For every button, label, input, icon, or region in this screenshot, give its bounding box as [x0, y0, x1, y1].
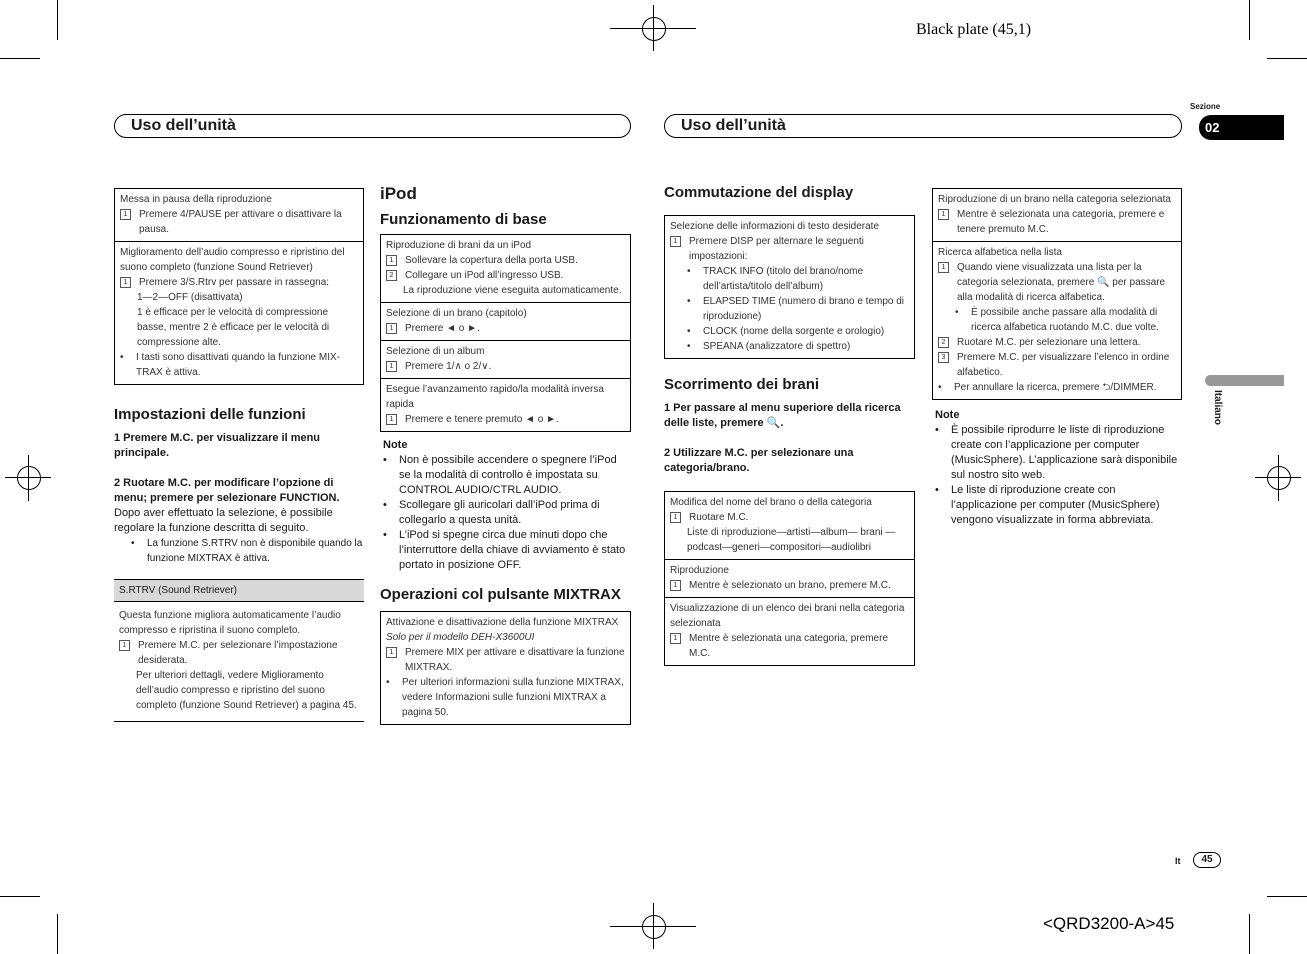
- column-1: [114, 188, 364, 722]
- column-2: [380, 183, 631, 725]
- instruction-box: [664, 491, 915, 666]
- step-number-icon: 1: [386, 647, 397, 658]
- instruction-box: [114, 188, 364, 385]
- crop-mark: [1267, 896, 1307, 897]
- step-item: 1 Premere 3/S.Rtrv per passare in rassegna:: [120, 275, 358, 290]
- box-section: [933, 189, 1181, 241]
- box-section: [381, 378, 630, 431]
- box-section-title: Messa in pausa della riproduzione: [120, 194, 272, 205]
- step-subtext: Liste di riproduzione—artisti—album— brani —podcast—generi—compositori—audiolibri: [687, 527, 896, 553]
- bullet-item: • TRACK INFO (titolo del brano/nome dell’artista/titolo dell’album): [687, 266, 864, 292]
- step-number-icon: 1: [386, 255, 397, 266]
- box-section: [665, 492, 914, 559]
- model-note: Solo per il modello DEH-X3600UI: [386, 632, 535, 643]
- bullet-item: • CLOCK (nome della sorgente e orologio): [687, 326, 885, 337]
- step-number-icon: 3: [938, 352, 949, 363]
- bullet-item: • SPEANA (analizzatore di spettro): [687, 341, 851, 352]
- language-label: Italiano: [1212, 390, 1223, 426]
- crop-mark: [57, 0, 58, 40]
- instruction-step: 1 Premere M.C. per visualizzare il menu principale.: [114, 432, 321, 459]
- note-item: • Non è possibile accendere o spegnere l’iPod se la modalità di controllo è impostata su CONTROL AUDIO/CTRL AUDIO.: [383, 454, 617, 496]
- step-number-icon: 1: [386, 323, 397, 334]
- step-item: 1 Mentre è selezionata una categoria, premere e tenere premuto M.C.: [938, 207, 1176, 237]
- plate-label: Black plate (45,1): [916, 21, 1032, 38]
- step-subtext: La riproduzione viene eseguita automaticamente.: [403, 285, 622, 296]
- box-section-title: Esegue l’avanzamento rapido/la modalità inversa rapida: [386, 384, 604, 410]
- step-item: 1 Mentre è selezionato un brano, premere M.C.: [670, 578, 909, 593]
- box-section-title: Modifica del nome del brano o della categoria: [670, 497, 872, 508]
- step-number-icon: 1: [386, 414, 397, 425]
- bullet-icon: •: [687, 296, 691, 307]
- document-code: <QRD3200-A>45: [1043, 914, 1175, 933]
- function-description: Questa funzione migliora automaticamente l’audio compresso e ripristina il suono completo. 1 Premere M.C. per selezionare l’impostazione desiderata. Per ulteriori dettagli, vedere Miglioramento dell’audio compresso e ripristino del suono completo (funzione Sound Retriever) a pagina 45.: [114, 602, 364, 722]
- cross-reference: Per ulteriori dettagli, vedere Miglioramento dell’audio compresso e ripristino del suono completo (funzione Sound Retriever) a pagina 45.: [136, 670, 357, 711]
- step-item: 1 Premere e tenere premuto ◄ o ►.: [386, 412, 625, 427]
- right-section-header: Uso dell’unità: [664, 114, 1182, 138]
- bullet-icon: •: [687, 266, 691, 277]
- step-number-icon: 1: [120, 209, 131, 220]
- box-section-title: Selezione di un brano (capitolo): [386, 308, 527, 319]
- step-item: 1 Mentre è selezionata una categoria, premere M.C.: [670, 631, 909, 661]
- box-section-title: Selezione di un album: [386, 346, 485, 357]
- bullet-item: • I tasti sono disattivati quando la funzione MIX-TRAX è attiva.: [120, 352, 341, 378]
- bullet-icon: •: [383, 529, 387, 541]
- box-section: [115, 241, 363, 384]
- step-subtext: 1 è efficace per le velocità di compressione basse, mentre 2 è efficace per le velocità di compressione alte.: [137, 307, 330, 348]
- instruction-box: [664, 215, 915, 359]
- section-heading: Funzionamento di base: [380, 211, 547, 228]
- bullet-icon: •: [955, 307, 959, 318]
- bullet-icon: •: [687, 326, 691, 337]
- step-item: 2 Ruotare M.C. per selezionare una lettera.: [938, 335, 1176, 350]
- section-heading: Commutazione del display: [664, 184, 854, 201]
- bullet-icon: •: [687, 341, 691, 352]
- box-section-title: Riproduzione di brani da un iPod: [386, 240, 532, 251]
- section-number-tab: 02: [1199, 115, 1284, 140]
- step-item: 1 Ruotare M.C.: [670, 510, 909, 525]
- box-section: [381, 340, 630, 378]
- step-number-icon: 1: [670, 633, 681, 644]
- step-item: 1 Premere DISP per alternare le seguenti impostazioni:: [670, 234, 909, 264]
- box-section-title: Miglioramento dell’audio compresso e ripristino del suono completo (funzione Sound Retriever): [120, 247, 345, 273]
- crop-mark: [57, 914, 58, 954]
- box-section: [115, 189, 363, 241]
- left-section-header: Uso dell’unità: [114, 114, 631, 138]
- box-section: [381, 235, 630, 302]
- notes-heading: Note: [383, 439, 408, 451]
- section-label: Sezione: [1190, 102, 1221, 111]
- bullet-icon: •: [938, 382, 942, 393]
- crop-mark: [0, 896, 40, 897]
- instruction-box: [380, 234, 631, 432]
- step-number-icon: 1: [386, 361, 397, 372]
- bullet-icon: •: [383, 499, 387, 511]
- step-item: 1 Premere M.C. per selezionare l’impostazione desiderata.: [119, 638, 359, 668]
- instruction-step: 2 Utilizzare M.C. per selezionare una categoria/brano.: [664, 447, 854, 474]
- note-item: • L’iPod si spegne circa due minuti dopo che l’interruttore della chiave di avviamento è stato portato in posizione OFF.: [383, 529, 626, 571]
- box-section: [933, 241, 1181, 399]
- bullet-icon: •: [935, 484, 939, 496]
- page-title: iPod: [380, 184, 417, 203]
- note-item: • Scollegare gli auricolari dall’iPod prima di collegarlo a questa unità.: [383, 499, 600, 526]
- step-item: 1 Premere 4/PAUSE per attivare o disattivare la pausa.: [120, 207, 358, 237]
- box-section: [665, 597, 914, 665]
- footer-lang: It: [1175, 856, 1181, 866]
- instruction-box: [380, 611, 631, 725]
- section-heading: Impostazioni delle funzioni: [114, 406, 306, 423]
- column-3: [664, 183, 915, 666]
- step-item: 1 Premere ◄ o ►.: [386, 321, 625, 336]
- page-number: 45: [1193, 852, 1221, 868]
- step-number-icon: 2: [386, 270, 397, 281]
- step-number-icon: 1: [938, 262, 949, 273]
- note-item: • Le liste di riproduzione create con l’applicazione per computer (MusicSphere) vengono visualizzate in forma abbreviata.: [935, 484, 1160, 526]
- box-section-title: Riproduzione di un brano nella categoria selezionata: [938, 194, 1171, 205]
- step-item: 1 Premere 1/∧ o 2/∨.: [386, 359, 625, 374]
- bullet-item: • È possibile anche passare alla modalità di ricerca alfabetica ruotando M.C. due volte.: [955, 307, 1159, 333]
- function-band: S.RTRV (Sound Retriever): [114, 579, 364, 602]
- box-section: [381, 302, 630, 340]
- instruction-step: 1 Per passare al menu superiore della ricerca delle liste, premere 🔍.: [664, 402, 901, 429]
- box-section-title: Selezione delle informazioni di testo desiderate: [670, 221, 880, 232]
- note-item: • È possibile riprodurre le liste di riproduzione create con l’applicazione per computer (MusicSphere). L’applicazione sarà disponibile sul nostro sito web.: [935, 424, 1178, 481]
- instruction-box: [932, 188, 1182, 400]
- step-item: 2 Collegare un iPod all’ingresso USB.: [386, 268, 625, 283]
- section-heading: Operazioni col pulsante MIXTRAX: [380, 586, 621, 603]
- box-section: [381, 612, 630, 724]
- column-4: [932, 188, 1182, 528]
- step-item: 3 Premere M.C. per visualizzare l’elenco in ordine alfabetico.: [938, 350, 1176, 380]
- crop-mark: [1249, 0, 1250, 40]
- box-section-title: Riproduzione: [670, 565, 729, 576]
- step-number-icon: 1: [119, 640, 130, 651]
- notes-heading: Note: [935, 409, 960, 421]
- box-section-title: Attivazione e disattivazione della funzione MIXTRAX: [386, 617, 619, 628]
- crop-mark: [1267, 58, 1307, 59]
- crop-mark: [1249, 914, 1250, 954]
- bullet-icon: •: [935, 424, 939, 436]
- bullet-item: • Per ulteriori informazioni sulla funzione MIXTRAX, vedere Informazioni sulle funzioni MIXTRAX a pagina 50.: [386, 677, 624, 718]
- bullet-icon: •: [386, 677, 390, 688]
- instruction-text: Dopo aver effettuato la selezione, è possibile regolare la funzione descritta di seguito.: [114, 507, 333, 534]
- step-item: 1 Premere MIX per attivare e disattivare la funzione MIXTRAX.: [386, 645, 625, 675]
- step-number-icon: 2: [938, 337, 949, 348]
- step-number-icon: 1: [120, 277, 131, 288]
- box-section-title: Ricerca alfabetica nella lista: [938, 247, 1062, 258]
- box-section-title: Visualizzazione di un elenco dei brani nella categoria selezionata: [670, 603, 905, 629]
- step-number-icon: 1: [670, 236, 681, 247]
- instruction-step: 2 Ruotare M.C. per modificare l’opzione di menu; premere per selezionare FUNCTION.: [114, 477, 340, 504]
- bullet-item: • La funzione S.RTRV non è disponibile quando la funzione MIXTRAX è attiva.: [131, 538, 363, 564]
- step-item: 1 Quando viene visualizzata una lista per la categoria selezionata, premere 🔍 per passare alla modalità di ricerca alfabetica.: [938, 260, 1176, 305]
- step-subtext: 1—2—OFF (disattivata): [137, 292, 243, 303]
- bullet-icon: •: [120, 352, 124, 363]
- bullet-icon: •: [131, 538, 135, 549]
- step-number-icon: 1: [938, 209, 949, 220]
- bullet-icon: •: [383, 454, 387, 466]
- bullet-item: • ELAPSED TIME (numero di brano e tempo di riproduzione): [687, 296, 905, 322]
- bullet-item: • Per annullare la ricerca, premere ⮌/DIMMER.: [938, 382, 1157, 393]
- box-section: [665, 216, 914, 358]
- box-section: [665, 559, 914, 597]
- language-tab: [1205, 375, 1284, 386]
- crop-mark: [0, 58, 40, 59]
- step-number-icon: 1: [670, 512, 681, 523]
- section-heading: Scorrimento dei brani: [664, 376, 820, 393]
- step-item: 1 Sollevare la copertura della porta USB.: [386, 253, 625, 268]
- step-number-icon: 1: [670, 580, 681, 591]
